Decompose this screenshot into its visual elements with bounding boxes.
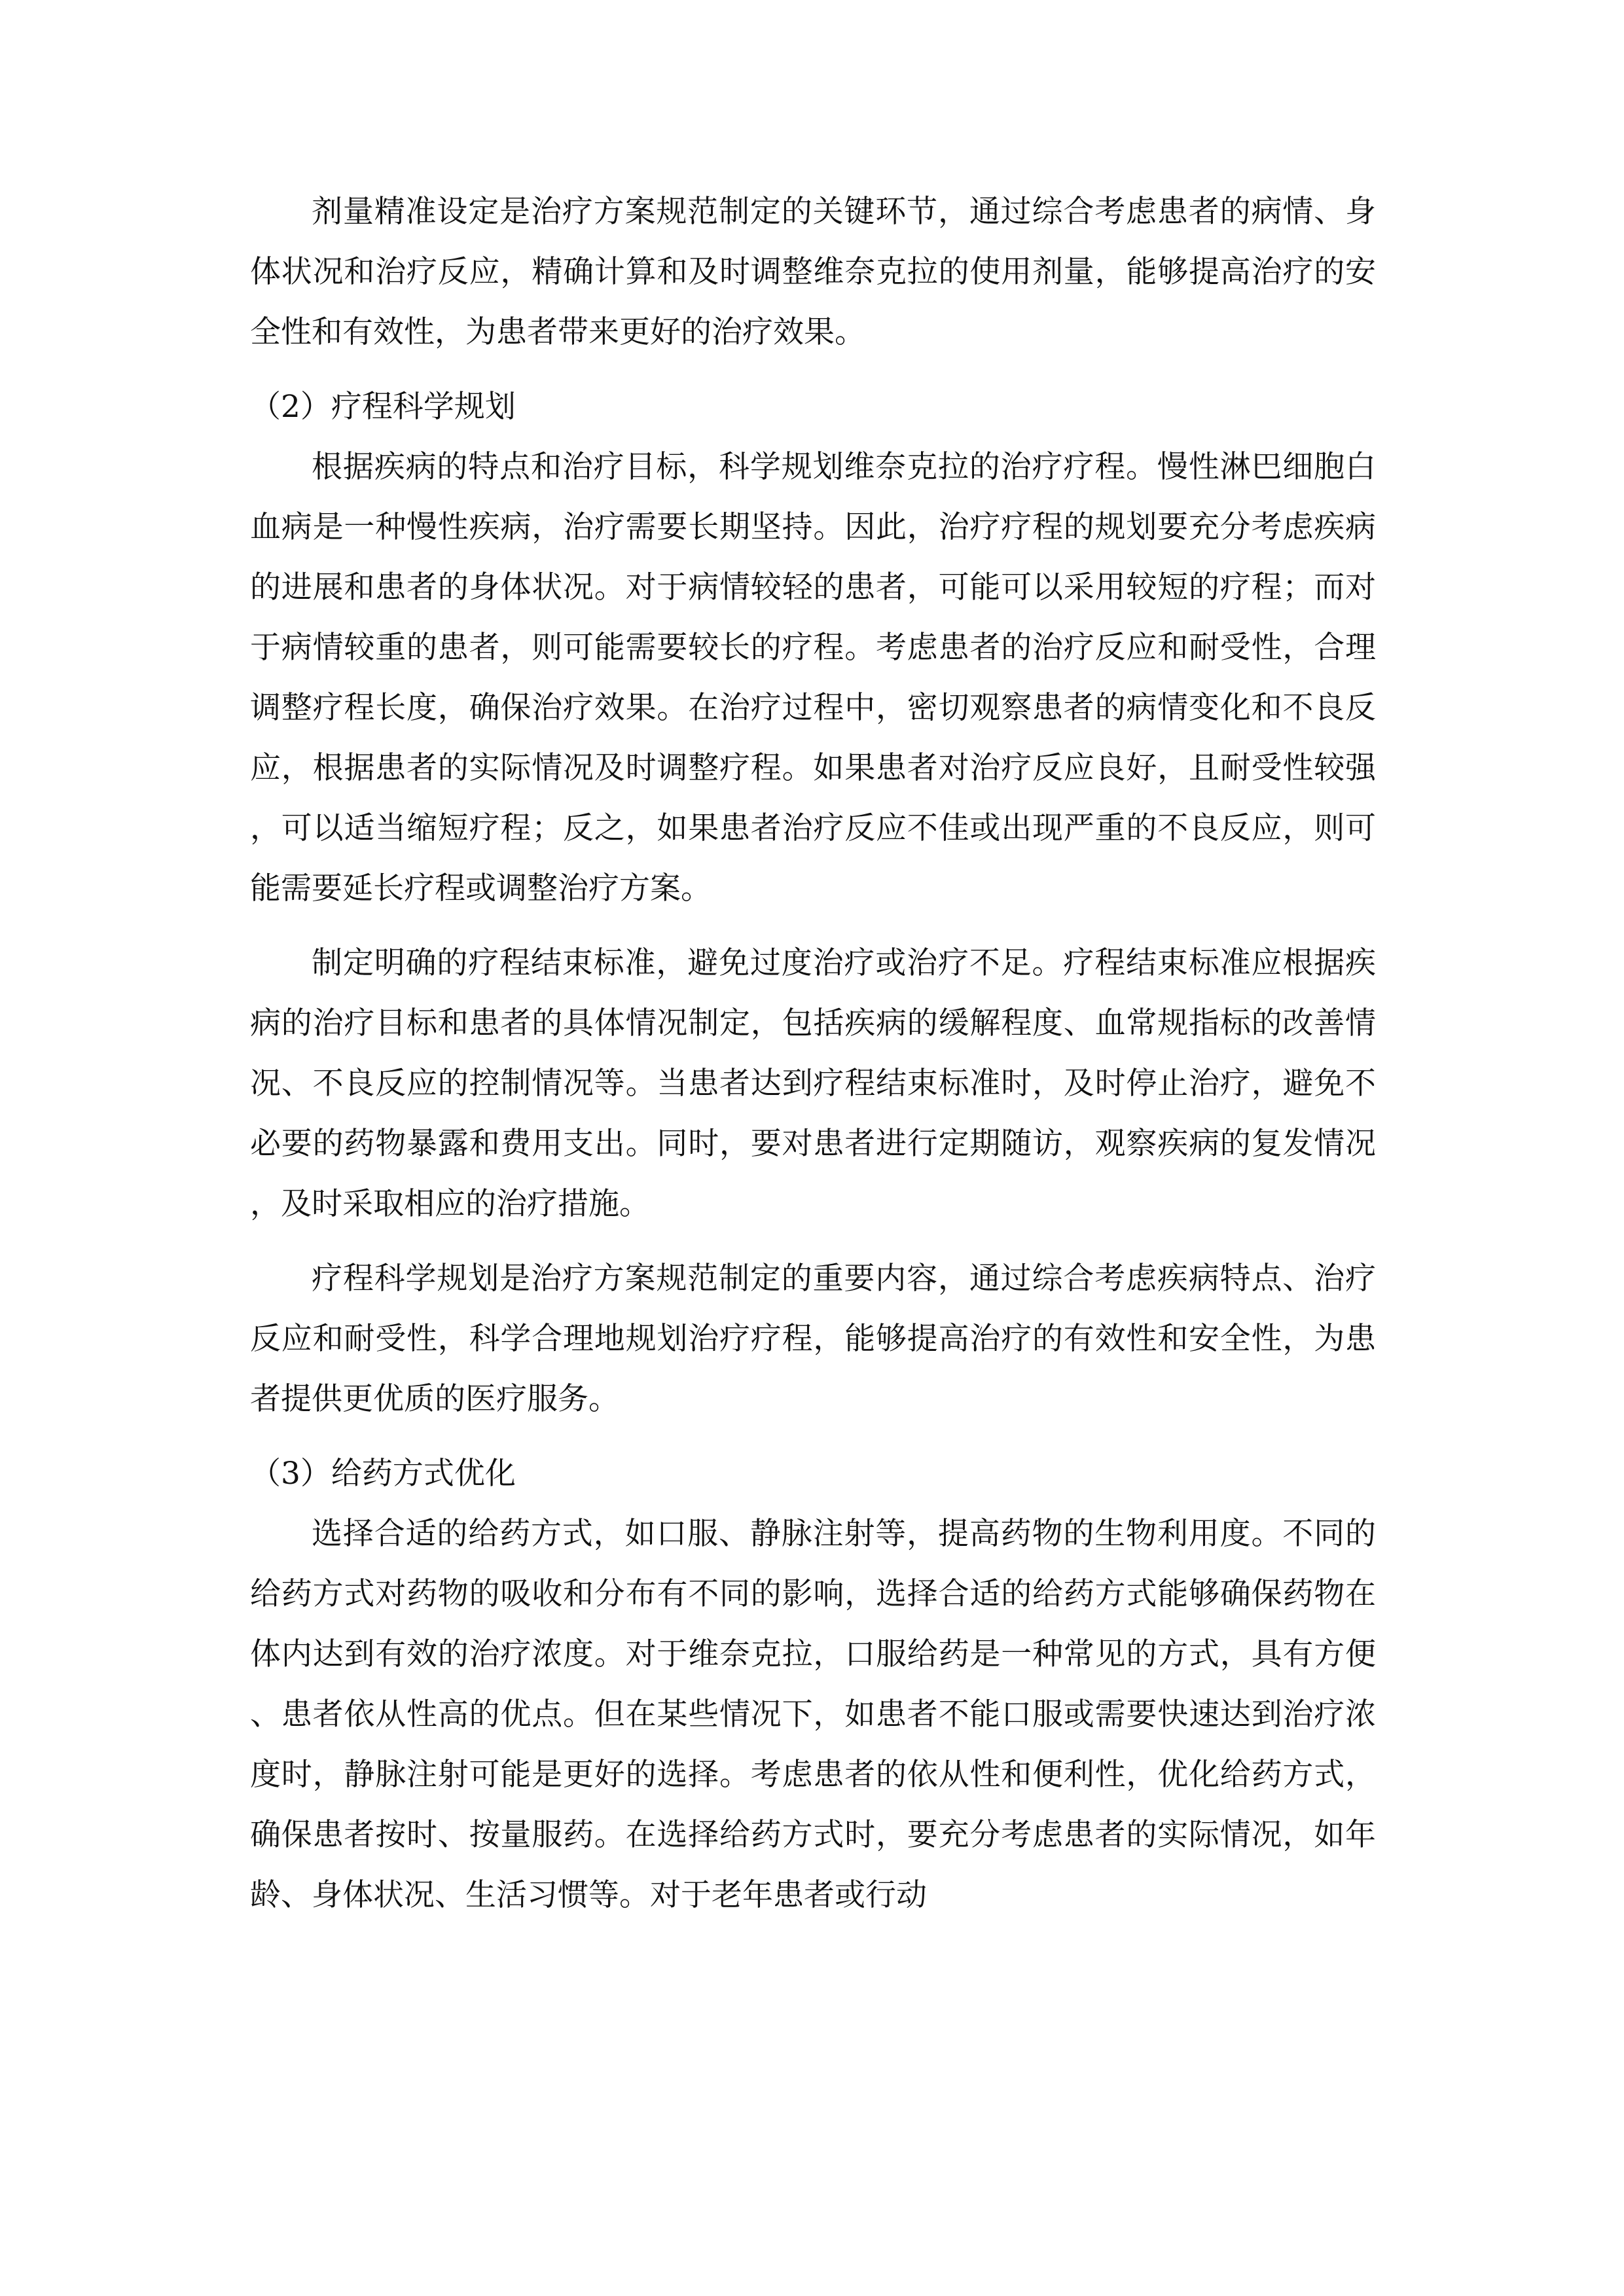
paragraph-administration: 选择合适的给药方式，如口服、静脉注射等，提高药物的生物利用度。不同的给药方式对药物的吸收和分布有不同的影响，选择合适的给药方式能够确保药物在体内达到有效的治疗浓度。对于维奈克拉，口服给药是一种常见的方式，具有方便、患者依从性高的优点。但在某些情况下，如患者不能口服或需要快速达到治疗浓度时，静脉注射可能是更好的选择。考虑患者的依从性和便利性，优化给药方式，确保患者按时、按量服药。在选择给药方式时，要充分考虑患者的实际情况，如年龄、身体状况、生活习惯等。对于老年患者或行动: [250, 1516, 1376, 1913]
document-body: [250, 182, 1376, 1940]
section-heading-course-planning: （2）疗程科学规划: [250, 389, 516, 425]
section-heading-administration: （3）给药方式优化: [250, 1456, 516, 1492]
paragraph-course-end-criteria: 制定明确的疗程结束标准，避免过度治疗或治疗不足。疗程结束标准应根据疾病的治疗目标和患者的具体情况制定，包括疾病的缓解程度、血常规指标的改善情况、不良反应的控制情况等。当患者达到疗程结束标准时，及时停止治疗，避免不必要的药物暴露和费用支出。同时，要对患者进行定期随访，观察疾病的复发情况，及时采取相应的治疗措施。: [250, 945, 1376, 1222]
paragraph-course-summary: 疗程科学规划是治疗方案规范制定的重要内容，通过综合考虑疾病特点、治疗反应和耐受性，科学合理地规划治疗疗程，能够提高治疗的有效性和安全性，为患者提供更优质的医疗服务。: [250, 1261, 1376, 1417]
paragraph-dose-summary: 剂量精准设定是治疗方案规范制定的关键环节，通过综合考虑患者的病情、身体状况和治疗反应，精确计算和及时调整维奈克拉的使用剂量，能够提高治疗的安全性和有效性，为患者带来更好的治疗效果。: [250, 194, 1376, 350]
paragraph-course-planning: 根据疾病的特点和治疗目标，科学规划维奈克拉的治疗疗程。慢性淋巴细胞白血病是一种慢性疾病，治疗需要长期坚持。因此，治疗疗程的规划要充分考虑疾病的进展和患者的身体状况。对于病情较轻的患者，可能可以采用较短的疗程；而对于病情较重的患者，则可能需要较长的疗程。考虑患者的治疗反应和耐受性，合理调整疗程长度，确保治疗效果。在治疗过程中，密切观察患者的病情变化和不良反应，根据患者的实际情况及时调整疗程。如果患者对治疗反应良好，且耐受性较强，可以适当缩短疗程；反之，如果患者治疗反应不佳或出现严重的不良反应，则可能需要延长疗程或调整治疗方案。: [250, 449, 1376, 906]
